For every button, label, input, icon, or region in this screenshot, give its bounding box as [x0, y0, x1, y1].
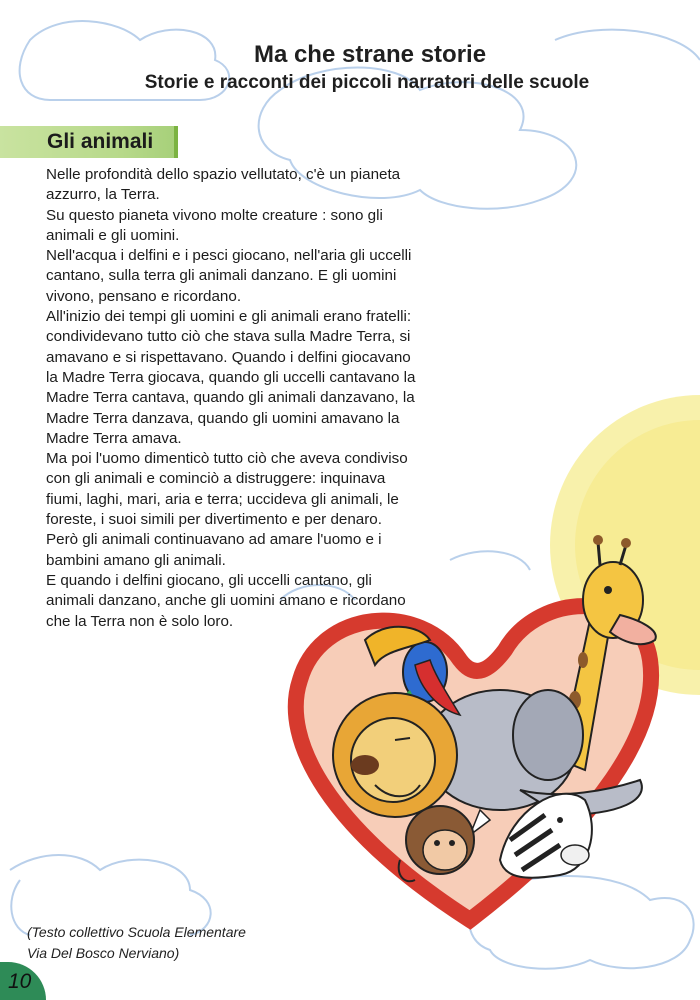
- story-line: Su questo pianeta vivono molte creature : sono gli: [46, 206, 383, 224]
- story-line: cantano, sulla terra gli animali danzano. E gli uomini: [46, 267, 397, 285]
- story-line: amavano e si rispettavano. Quando i delfini giocavano: [46, 348, 411, 366]
- story-line: All'inizio dei tempi gli uomini e gli animali erano fratelli:: [46, 308, 412, 326]
- credit-line: Via Del Bosco Nerviano): [27, 945, 180, 961]
- story-line: con gli animali e cominciò a distruggere: inquinava: [46, 470, 386, 488]
- story-line: animali danzano, anche gli uomini amano e ricordano: [46, 592, 406, 610]
- story-line: animali e gli uomini.: [46, 226, 180, 244]
- story-line: vivono, pensano e ricordano.: [46, 287, 242, 305]
- page-title: Ma che strane storie: [253, 41, 487, 68]
- story-line: condividevano tutto ciò che stava sulla Madre Terra, si: [46, 328, 411, 346]
- page-subtitle: Storie e racconti dei piccoli narratori delle scuole: [144, 72, 590, 93]
- header: [0, 40, 700, 96]
- story-line: Madre Terra cantava, quando gli animali danzavano, la: [46, 389, 415, 407]
- story-line: E quando i delfini giocano, gli uccelli cantano, gli: [46, 571, 372, 589]
- story-text: [46, 165, 476, 632]
- lion-illustration: [333, 693, 457, 817]
- story-line: Ma poi l'uomo dimenticò tutto ciò che aveva condiviso: [46, 450, 408, 468]
- credit-note: [27, 922, 246, 964]
- story-line: Però gli animali continuavano ad amare l'uomo e i: [46, 531, 382, 549]
- story-line: Madre Terra danzava, quando gli uomini amavano la: [46, 409, 400, 427]
- story-line: che la Terra non è solo loro.: [46, 612, 234, 630]
- story-line: Madre Terra amava.: [46, 429, 182, 447]
- story-line: la Madre Terra giocava, quando gli uccelli cantavano la: [46, 368, 416, 386]
- section-title: Gli animali: [47, 130, 154, 153]
- story-line: Nelle profondità dello spazio vellutato, c'è un pianeta: [46, 166, 401, 183]
- page-number: 10: [8, 970, 32, 993]
- story-line: azzurro, la Terra.: [46, 186, 160, 204]
- story-line: foreste, i suoi simili per divertimento e per denaro.: [46, 511, 382, 529]
- credit-line: (Testo collettivo Scuola Elementare: [27, 924, 246, 940]
- story-line: fiumi, laghi, mari, aria e terra; uccideva gli animali, le: [46, 490, 399, 508]
- story-line: Nell'acqua i delfini e i pesci giocano, nell'aria gli uccelli: [46, 247, 412, 265]
- story-line: bambini amano gli animali.: [46, 551, 226, 569]
